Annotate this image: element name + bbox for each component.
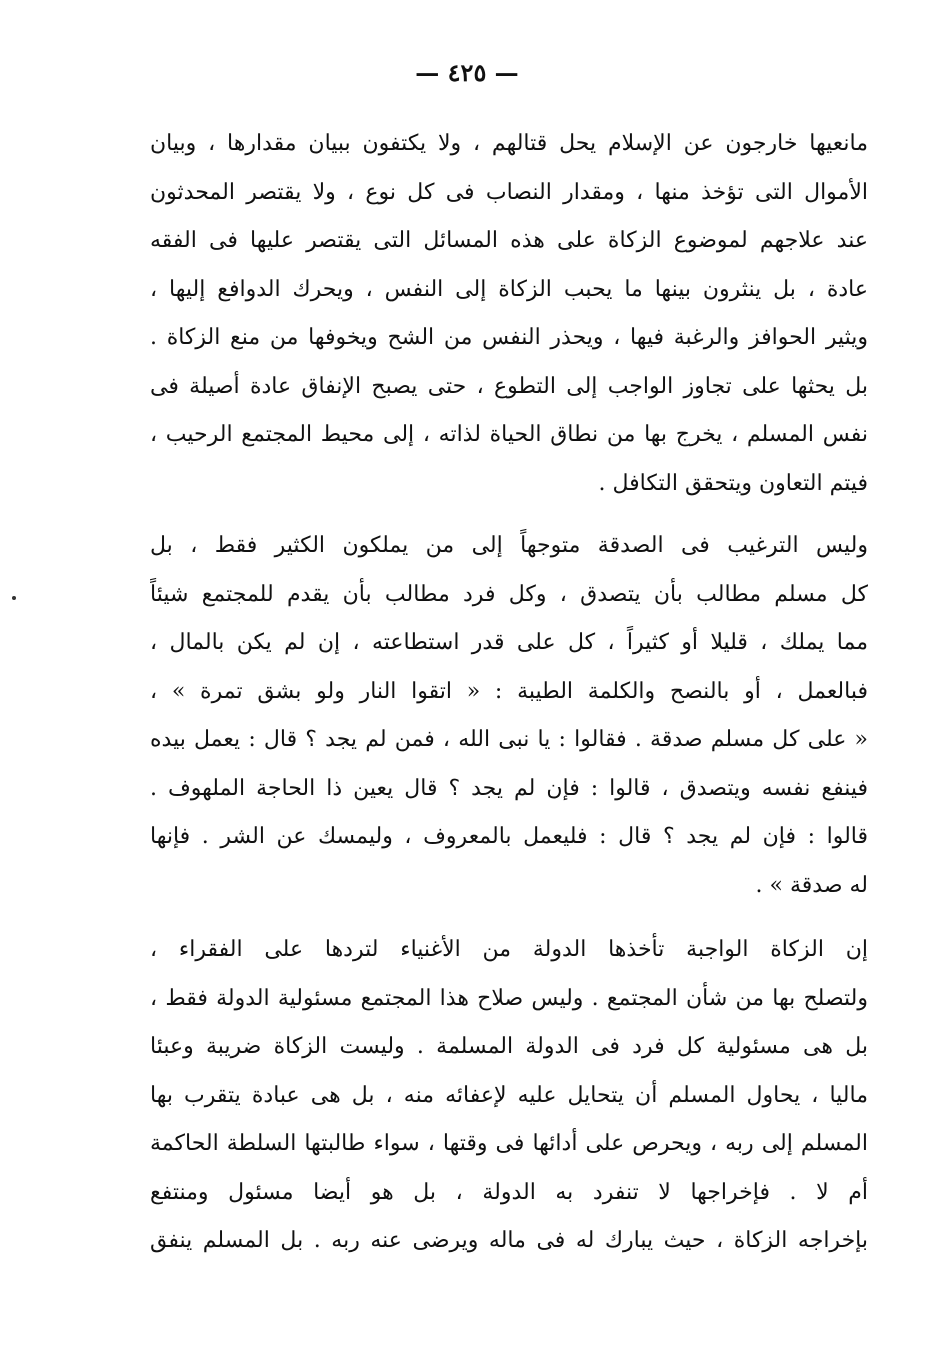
paragraph-3 [150, 926, 868, 1266]
text-line: كل مسلم مطالب بأن يتصدق ، وكل فرد مطالب بأن يقدم للمجتمع شيئاً [150, 581, 868, 607]
ink-speck [12, 596, 16, 600]
text-line: عادة ، بل ينثرون بينها ما يحبب الزكاة إلى النفس ، ويحرك الدوافع إليها ، [150, 276, 868, 302]
paragraph-1 [150, 120, 868, 508]
text-line: فبالعمل ، أو بالنصح والكلمة الطيبة : « اتقوا النار ولو بشق تمرة » ، [150, 678, 868, 704]
text-line: مانعيها خارجون عن الإسلام يحل قتالهم ، ولا يكتفون ببيان مقدارها ، وبيان [150, 131, 868, 156]
text-line: إن الزكاة الواجبة تأخذها الدولة من الأغنياء لتردها على الفقراء ، [150, 937, 868, 962]
text-line: له صدقة » . [755, 872, 868, 898]
text-line: فيتم التعاون ويتحقق التكافل . [598, 470, 868, 496]
text-line: بل يحثها على تجاوز الواجب إلى التطوع ، حتى يصبح الإنفاق عادة أصيلة فى [150, 373, 868, 399]
text-line: ولتصلح بها من شأن المجتمع . وليس صلاح هذا المجتمع مسئولية الدولة فقط ، [150, 985, 868, 1011]
text-line: « على كل مسلم صدقة . فقالوا : يا نبى الله ، فمن لم يجد ؟ قال : يعمل بيده [150, 727, 868, 752]
text-line: المسلم إلى ربه ، ويحرص على أدائها فى وقتها ، سواء طالبتها السلطة الحاكمة [150, 1131, 868, 1156]
page-number: — ٤٢٥ — [415, 58, 519, 87]
text-line: وليس الترغيب فى الصدقة متوجهاً إلى من يملكون الكثير فقط ، بل [150, 533, 868, 558]
text-line: بإخراجه الزكاة ، حيث يبارك له فى ماله ويرضى عنه ربه . بل المسلم ينفق [150, 1228, 868, 1253]
text-line: قالوا : فإن لم يجد ؟ قال : فليعمل بالمعروف ، وليمسك عن الشر . فإنها [150, 824, 868, 849]
text-line: أم لا . فإخراجها لا تنفرد به الدولة ، بل هو أيضا مسئول ومنتفع [150, 1179, 868, 1205]
text-line: مما يملك ، قليلا أو كثيراً ، كل على قدر استطاعته ، إن لم يكن بالمال ، [150, 630, 868, 655]
text-line: عند علاجهم لموضوع الزكاة على هذه المسائل التى يقتصر عليها فى الفقه [150, 228, 868, 253]
text-line: بل هى مسئولية كل فرد فى الدولة المسلمة . وليست الزكاة ضريبة وعبئا [150, 1034, 868, 1059]
text-line: فينفع نفسه ويتصدق ، قالوا : فإن لم يجد ؟ قال يعين ذا الحاجة الملهوف . [150, 775, 868, 801]
text-line: الأموال التى تؤخذ منها ، ومقدار النصاب فى كل نوع ، ولا يقتصر المحدثون [150, 179, 868, 205]
text-line: ويثير الحوافز والرغبة فيها ، ويحذر النفس من الشح ويخوفها من منع الزكاة . [150, 325, 868, 350]
text-line: نفس المسلم ، يخرج بها من نطاق الحياة لذاته ، إلى محيط المجتمع الرحيب ، [150, 422, 868, 447]
paragraph-2 [150, 522, 868, 910]
text-line: ماليا ، يحاول المسلم أن يتحايل عليه لإعفائه منه ، بل هى عبادة يتقرب بها [150, 1082, 868, 1108]
